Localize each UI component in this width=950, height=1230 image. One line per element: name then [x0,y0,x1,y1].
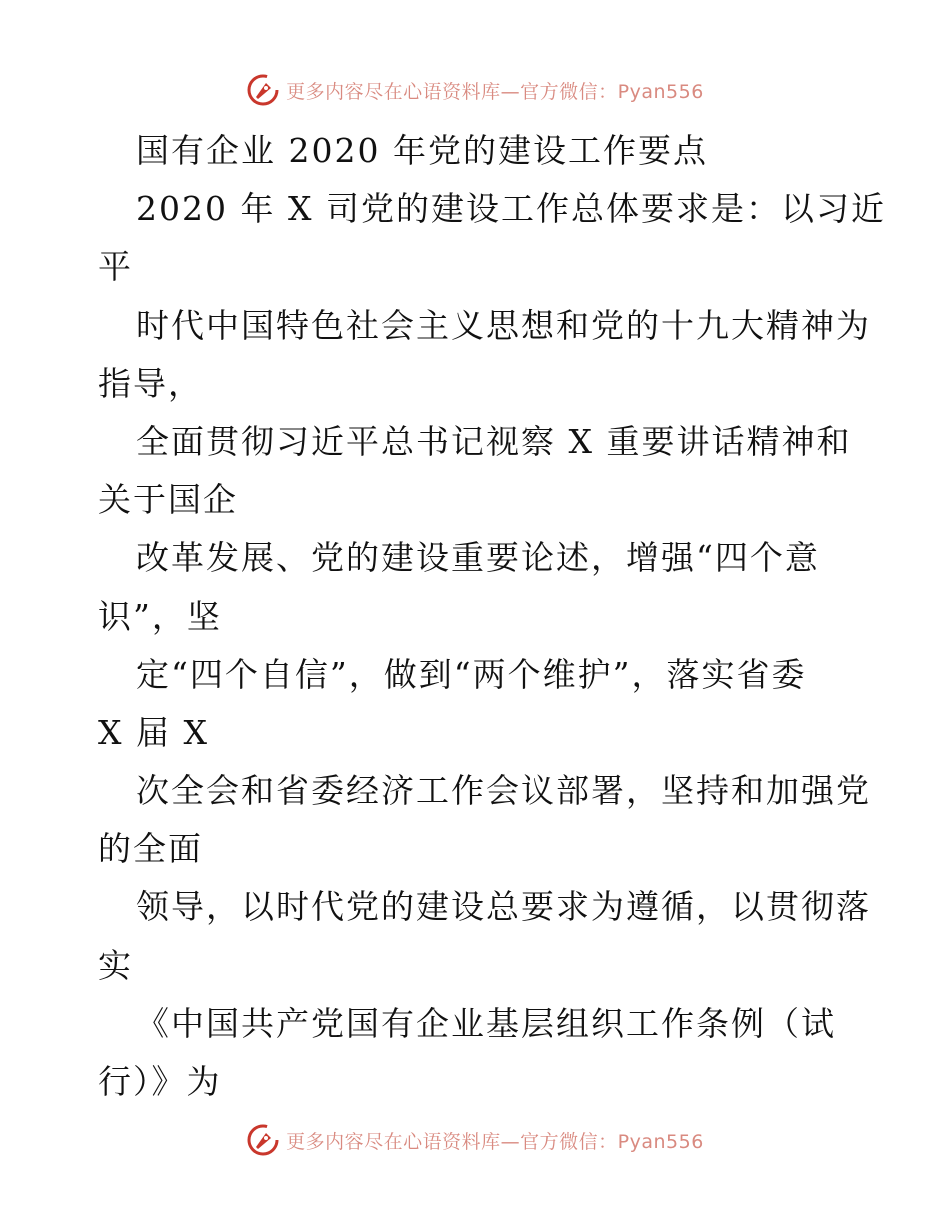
document-body [98,122,886,1111]
pen-nib-logo-icon [246,1123,280,1157]
paragraph-line: 改革发展、党的建设重要论述，增强“四个意 [136,538,820,578]
watermark-banner-top [0,70,950,110]
paragraph-line: 行）》为 [98,1062,222,1101]
watermark-text: 更多内容尽在心语资料库—官方微信：Pyan556 [286,1130,704,1153]
pen-nib-logo-icon [246,73,280,107]
paragraph-line: 指导， [98,363,203,403]
paragraph-line: 定“四个自信”，做到“两个维护”，落实省委 [136,654,807,694]
paragraph-line: 全面贯彻习近平总书记视察 X 重要讲话精神和 [136,421,852,461]
paragraph-line: 2020 年 X 司党的建设工作总体要求是：以习近 [136,189,886,229]
paragraph-line: 领导，以时代党的建设总要求为遵循，以贯彻落 [136,887,871,927]
paragraph-line: 实 [98,945,133,985]
paragraph-line: 的全面 [98,829,203,869]
paragraph-line: 平 [98,247,133,287]
watermark-text: 更多内容尽在心语资料库—官方微信：Pyan556 [286,80,704,103]
paragraph-line: 《中国共产党国有企业基层组织工作条例（试 [136,1003,836,1043]
paragraph-line: 次全会和省委经济工作会议部署，坚持和加强党 [136,771,871,811]
paragraph-line: 时代中国特色社会主义思想和党的十九大精神为 [136,305,871,345]
paragraph-line: 关于国企 [98,480,238,520]
document-title: 国有企业 2020 年党的建设工作要点 [136,131,708,170]
paragraph-line: X 届 X [98,712,209,752]
paragraph-line: 识”，坚 [98,596,222,636]
watermark-banner-bottom [0,1120,950,1160]
